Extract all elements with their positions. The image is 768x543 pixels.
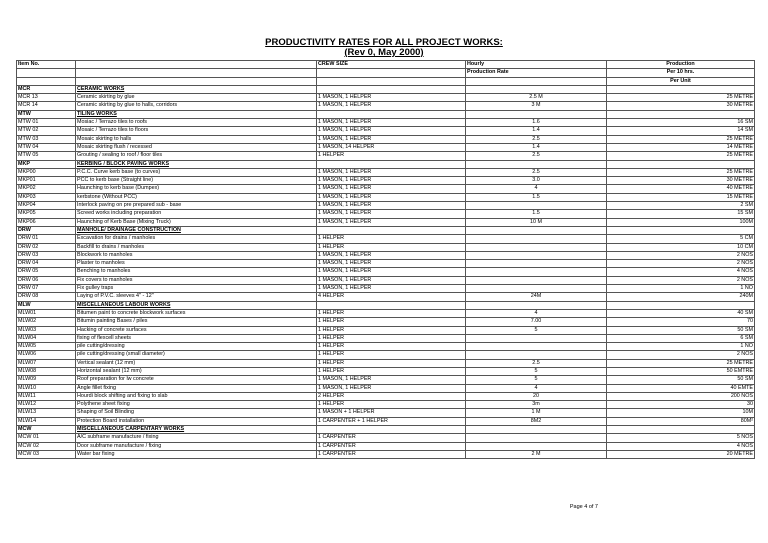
hourly-rate: 10 M — [466, 218, 607, 226]
section-row — [17, 426, 755, 434]
table-row — [17, 417, 755, 425]
crew-size: 1 CARPENTER + 1 HELPER — [317, 417, 466, 425]
item-code: MLW10 — [17, 384, 76, 392]
hourly-rate — [466, 276, 607, 284]
table-row — [17, 143, 755, 151]
table-row — [17, 168, 755, 176]
crew-size — [317, 226, 466, 234]
production-per-unit: 14 METRE — [607, 143, 755, 151]
item-code: DRW 05 — [17, 268, 76, 276]
item-description: Backfill to drains / manholes — [76, 243, 317, 251]
crew-size: 1 MASON, 1 HELPER — [317, 193, 466, 201]
item-description: Protection Board installation — [76, 417, 317, 425]
hourly-rate: 5 — [466, 326, 607, 334]
production-per-unit: 5 CM — [607, 235, 755, 243]
hourly-rate: 5 — [466, 367, 607, 375]
item-description: Vertical sealant (12 mm) — [76, 359, 317, 367]
crew-size — [317, 85, 466, 93]
production-per-unit: 15 METRE — [607, 193, 755, 201]
item-description: Mosiac / Terrazo tiles to roofs — [76, 119, 317, 127]
crew-size: 1 HELPER — [317, 243, 466, 251]
production-per-unit — [607, 110, 755, 118]
production-per-unit: 50 SM — [607, 326, 755, 334]
item-description: Shaping of Soil Blinding — [76, 409, 317, 417]
hourly-rate — [466, 202, 607, 210]
hourly-rate: 1.4 — [466, 143, 607, 151]
item-code: MKP04 — [17, 202, 76, 210]
production-per-unit — [607, 301, 755, 309]
production-per-unit: 30 METRE — [607, 102, 755, 110]
item-code: MLW11 — [17, 392, 76, 400]
table-row — [17, 285, 755, 293]
item-code: MCW 03 — [17, 450, 76, 458]
item-description: Mosaic skirting to halls — [76, 135, 317, 143]
hourly-rate: 24M — [466, 293, 607, 301]
hourly-rate: 3 M — [466, 102, 607, 110]
header-production-rate: Production Rate — [466, 69, 607, 77]
item-code: MTW — [17, 110, 76, 118]
hourly-rate: 1 M — [466, 409, 607, 417]
item-description: Water bar fixing — [76, 450, 317, 458]
table-row — [17, 309, 755, 317]
crew-size: 1 MASON, 1 HELPER — [317, 185, 466, 193]
hourly-rate — [466, 251, 607, 259]
header-item-no: Item No. — [17, 61, 76, 69]
production-per-unit: 16 SM — [607, 119, 755, 127]
hourly-rate: 4 — [466, 185, 607, 193]
item-description: fixing of flexcell sheets — [76, 334, 317, 342]
production-per-unit: 2 NOS — [607, 251, 755, 259]
hourly-rate: 5 — [466, 376, 607, 384]
crew-size: 1 HELPER — [317, 318, 466, 326]
item-description: Door subframe manufacture / fixing — [76, 442, 317, 450]
item-description: Grouting / sealing to roof / floor tiles — [76, 152, 317, 160]
hourly-rate — [466, 301, 607, 309]
hourly-rate: 8M2 — [466, 417, 607, 425]
hourly-rate: 20 — [466, 392, 607, 400]
table-row — [17, 235, 755, 243]
crew-size: 1 HELPER — [317, 235, 466, 243]
item-code: MKP03 — [17, 193, 76, 201]
item-code: MLW09 — [17, 376, 76, 384]
item-description: Mosaic / Terrazo tiles to floors — [76, 127, 317, 135]
hourly-rate: 1.5 — [466, 210, 607, 218]
production-per-unit: 2 NOS — [607, 351, 755, 359]
table-row — [17, 367, 755, 375]
hourly-rate: 1.6 — [466, 119, 607, 127]
production-per-unit: 5 NOS — [607, 434, 755, 442]
item-description: Interlock paving on pre prepared sub - base — [76, 202, 317, 210]
item-description: kerbstone (Without PCC) — [76, 193, 317, 201]
hourly-rate — [466, 110, 607, 118]
hourly-rate — [466, 85, 607, 93]
crew-size: 1 MASON, 1 HELPER — [317, 260, 466, 268]
hourly-rate — [466, 426, 607, 434]
hourly-rate: 2 M — [466, 450, 607, 458]
hourly-rate: 2.5 — [466, 135, 607, 143]
item-code: MKP01 — [17, 177, 76, 185]
item-description: MANHOLE/ DRAINAGE CONSTRUCTION — [76, 226, 317, 234]
hourly-rate — [466, 268, 607, 276]
item-code: MTW 01 — [17, 119, 76, 127]
crew-size: 1 MASON, 1 HELPER — [317, 251, 466, 259]
table-row — [17, 251, 755, 259]
hourly-rate — [466, 442, 607, 450]
item-code: MKP02 — [17, 185, 76, 193]
item-code: MLW02 — [17, 318, 76, 326]
item-code: DRW 08 — [17, 293, 76, 301]
production-per-unit — [607, 426, 755, 434]
item-code: MLW13 — [17, 409, 76, 417]
table-row — [17, 202, 755, 210]
item-code: MLW03 — [17, 326, 76, 334]
item-description: Benching to manholes — [76, 268, 317, 276]
item-code: MKP00 — [17, 168, 76, 176]
section-row — [17, 160, 755, 168]
crew-size — [317, 160, 466, 168]
item-code: MCW 01 — [17, 434, 76, 442]
table-row — [17, 177, 755, 185]
production-per-unit: 4 NOS — [607, 268, 755, 276]
item-code: MTW 02 — [17, 127, 76, 135]
item-description: Ceramic skirting by glue — [76, 94, 317, 102]
production-per-unit — [607, 160, 755, 168]
table-header-row-2 — [17, 69, 755, 77]
crew-size: 1 MASON, 1 HELPER — [317, 102, 466, 110]
item-code: MLW05 — [17, 343, 76, 351]
crew-size: 1 MASON, 1 HELPER — [317, 135, 466, 143]
table-row — [17, 384, 755, 392]
table-row — [17, 450, 755, 458]
table-row — [17, 359, 755, 367]
page-number: Page 4 of 7 — [569, 504, 598, 510]
hourly-rate — [466, 260, 607, 268]
table-row — [17, 401, 755, 409]
item-description: Horizontal sealant (12 mm) — [76, 367, 317, 375]
crew-size: 1 HELPER — [317, 343, 466, 351]
item-code: DRW 03 — [17, 251, 76, 259]
hourly-rate — [466, 343, 607, 351]
item-code: MKP — [17, 160, 76, 168]
hourly-rate: 7.00 — [466, 318, 607, 326]
item-description: PCC to kerb base (Straight line) — [76, 177, 317, 185]
production-per-unit: 25 METRE — [607, 152, 755, 160]
production-per-unit: 2 NOS — [607, 260, 755, 268]
table-row — [17, 94, 755, 102]
item-description: Screed works including preparation — [76, 210, 317, 218]
hourly-rate: 1.4 — [466, 127, 607, 135]
table-row — [17, 119, 755, 127]
item-code: DRW 04 — [17, 260, 76, 268]
item-code: MCR — [17, 85, 76, 93]
item-code: MLW — [17, 301, 76, 309]
hourly-rate — [466, 334, 607, 342]
crew-size: 1 MASON, 1 HELPER — [317, 376, 466, 384]
crew-size — [317, 301, 466, 309]
production-per-unit: 2 NOS — [607, 276, 755, 284]
table-row — [17, 326, 755, 334]
item-code: MTW 03 — [17, 135, 76, 143]
section-row — [17, 85, 755, 93]
production-per-unit: 25 METRE — [607, 168, 755, 176]
item-description: TILING WORKS — [76, 110, 317, 118]
crew-size: 1 MASON, 1 HELPER — [317, 384, 466, 392]
item-code: MCR 13 — [17, 94, 76, 102]
production-per-unit: 1 NO — [607, 285, 755, 293]
crew-size: 1 MASON, 1 HELPER — [317, 202, 466, 210]
item-description: Plaster to manholes — [76, 260, 317, 268]
table-row — [17, 293, 755, 301]
item-description: Roof preparation for lw concrete — [76, 376, 317, 384]
header-hourly: Hourly — [466, 61, 607, 69]
crew-size: 2 HELPER — [317, 392, 466, 400]
crew-size: 1 HELPER — [317, 367, 466, 375]
crew-size: 1 MASON, 1 HELPER — [317, 218, 466, 226]
crew-size: 1 MASON, 14 HELPER — [317, 143, 466, 151]
crew-size: 1 MASON, 1 HELPER — [317, 168, 466, 176]
item-code: MLW12 — [17, 401, 76, 409]
crew-size: 1 HELPER — [317, 309, 466, 317]
table-header-row-1 — [17, 61, 755, 69]
item-code: MTW 05 — [17, 152, 76, 160]
table-row — [17, 392, 755, 400]
production-per-unit: 10 CM — [607, 243, 755, 251]
item-description: Excavation for drains / manholes — [76, 235, 317, 243]
item-description: pile cutting/dressing — [76, 343, 317, 351]
hourly-rate — [466, 226, 607, 234]
crew-size: 1 MASON, 1 HELPER — [317, 276, 466, 284]
production-per-unit — [607, 85, 755, 93]
table-row — [17, 193, 755, 201]
crew-size: 1 MASON, 1 HELPER — [317, 94, 466, 102]
production-per-unit: 25 METRE — [607, 135, 755, 143]
table-row — [17, 127, 755, 135]
production-per-unit: 200 NOS — [607, 392, 755, 400]
table-row — [17, 276, 755, 284]
production-per-unit: 80M² — [607, 417, 755, 425]
production-per-unit: 50 SM — [607, 376, 755, 384]
crew-size — [317, 110, 466, 118]
item-description: Polythene sheet fixing — [76, 401, 317, 409]
item-description: Blockwork to manholes — [76, 251, 317, 259]
table-row — [17, 260, 755, 268]
item-description: KERBING / BLOCK PAVING WORKS — [76, 160, 317, 168]
table-row — [17, 334, 755, 342]
item-code: MCR 14 — [17, 102, 76, 110]
table-row — [17, 268, 755, 276]
item-code: DRW 07 — [17, 285, 76, 293]
item-description: A/C subframe manufacture / fixing — [76, 434, 317, 442]
item-description: Hourdi block shifting and fixing to slab — [76, 392, 317, 400]
crew-size: 1 HELPER — [317, 334, 466, 342]
header-production: Production — [607, 61, 755, 69]
item-code: MLW01 — [17, 309, 76, 317]
table-row — [17, 409, 755, 417]
item-code: DRW 06 — [17, 276, 76, 284]
crew-size: 1 MASON, 1 HELPER — [317, 119, 466, 127]
table-row — [17, 343, 755, 351]
crew-size: 1 MASON, 1 HELPER — [317, 177, 466, 185]
crew-size: 1 CARPENTER — [317, 442, 466, 450]
item-code: MLW07 — [17, 359, 76, 367]
crew-size: 1 HELPER — [317, 351, 466, 359]
item-description: CERAMIC WORKS — [76, 85, 317, 93]
table-row — [17, 442, 755, 450]
item-description: P.C.C. Curve kerb base (to curves) — [76, 168, 317, 176]
item-description: Mosaic skirting flush / recessed — [76, 143, 317, 151]
table-row — [17, 135, 755, 143]
crew-size: 1 CARPENTER — [317, 434, 466, 442]
production-per-unit: 30 — [607, 401, 755, 409]
hourly-rate — [466, 285, 607, 293]
production-per-unit: 100M — [607, 218, 755, 226]
item-description: MISCELLANEOUS LABOUR WORKS — [76, 301, 317, 309]
header-crew-size: CREW SIZE — [317, 61, 466, 69]
item-code: MLW08 — [17, 367, 76, 375]
crew-size: 1 MASON + 1 HELPER — [317, 409, 466, 417]
section-row — [17, 301, 755, 309]
item-description: Haunching to kerb base (Dumpex) — [76, 185, 317, 193]
crew-size: 1 MASON, 1 HELPER — [317, 127, 466, 135]
table-row — [17, 376, 755, 384]
hourly-rate: 2.5 — [466, 359, 607, 367]
hourly-rate: 2.5 — [466, 168, 607, 176]
table-row — [17, 243, 755, 251]
table-row — [17, 152, 755, 160]
crew-size: 1 HELPER — [317, 359, 466, 367]
item-description: Ceramic skirting by glue to halls, corridors — [76, 102, 317, 110]
item-code: DRW — [17, 226, 76, 234]
item-code: MCW — [17, 426, 76, 434]
production-per-unit: 40 SM — [607, 309, 755, 317]
header-per-10-hrs: Per 10 hrs. — [607, 69, 755, 77]
hourly-rate: 1.5 — [466, 193, 607, 201]
production-per-unit: 10M — [607, 409, 755, 417]
item-code: MLW14 — [17, 417, 76, 425]
table-row — [17, 218, 755, 226]
item-code: MKP06 — [17, 218, 76, 226]
hourly-rate — [466, 351, 607, 359]
item-description: Fix covers to manholes — [76, 276, 317, 284]
production-per-unit — [607, 226, 755, 234]
table-row — [17, 351, 755, 359]
item-code: DRW 01 — [17, 235, 76, 243]
item-description: MISCELLANEOUS CARPENTARY WORKS — [76, 426, 317, 434]
item-description: Hacking of concrete surfaces — [76, 326, 317, 334]
production-per-unit: 15 SM — [607, 210, 755, 218]
section-row — [17, 110, 755, 118]
table-row — [17, 434, 755, 442]
production-per-unit: 40 METRE — [607, 185, 755, 193]
hourly-rate: 2.5 M — [466, 94, 607, 102]
hourly-rate: 4 — [466, 309, 607, 317]
item-description: Angle fillet fixing — [76, 384, 317, 392]
crew-size — [317, 426, 466, 434]
table-header-row-3 — [17, 77, 755, 85]
item-description: pile cutting/dressing (small diameter) — [76, 351, 317, 359]
production-per-unit: 40 EMTE — [607, 384, 755, 392]
crew-size: 1 HELPER — [317, 326, 466, 334]
item-code: MKP05 — [17, 210, 76, 218]
crew-size: 1 MASON, 1 HELPER — [317, 210, 466, 218]
crew-size: 1 MASON, 1 HELPER — [317, 268, 466, 276]
hourly-rate — [466, 434, 607, 442]
hourly-rate — [466, 160, 607, 168]
hourly-rate — [466, 243, 607, 251]
crew-size: 1 HELPER — [317, 401, 466, 409]
hourly-rate — [466, 235, 607, 243]
item-description: Fix gulley traps — [76, 285, 317, 293]
item-code: MLW04 — [17, 334, 76, 342]
item-code: MLW06 — [17, 351, 76, 359]
crew-size: 1 HELPER — [317, 152, 466, 160]
section-row — [17, 226, 755, 234]
header-per-unit: Per Unit — [607, 77, 755, 85]
item-description: Haunching of Kerb Base (Mixing Truck) — [76, 218, 317, 226]
production-per-unit: 2 SM — [607, 202, 755, 210]
production-per-unit: 14 SM — [607, 127, 755, 135]
table-row — [17, 318, 755, 326]
production-per-unit: 50 EMTRE — [607, 367, 755, 375]
page-title: PRODUCTIVITY RATES FOR ALL PROJECT WORKS: — [265, 37, 503, 48]
page-subtitle: (Rev 0, May 2000) — [344, 47, 424, 58]
production-per-unit: 20 METRE — [607, 450, 755, 458]
table-row — [17, 210, 755, 218]
hourly-rate: 3m — [466, 401, 607, 409]
production-per-unit: 4 NOS — [607, 442, 755, 450]
hourly-rate: 3.0 — [466, 177, 607, 185]
production-per-unit: 25 METRE — [607, 359, 755, 367]
production-per-unit: 240M — [607, 293, 755, 301]
item-description: Bitumin painting Bases / piles — [76, 318, 317, 326]
productivity-table — [16, 60, 755, 459]
crew-size: 1 MASON, 1 HELPER — [317, 285, 466, 293]
production-per-unit: 25 METRE — [607, 94, 755, 102]
hourly-rate: 4 — [466, 384, 607, 392]
item-code: DRW 02 — [17, 243, 76, 251]
crew-size: 4 HELPER — [317, 293, 466, 301]
hourly-rate: 2.5 — [466, 152, 607, 160]
production-per-unit: 6 SM — [607, 334, 755, 342]
production-per-unit: 30 METRE — [607, 177, 755, 185]
item-description: Laying of P.V.C. sleeves 4" - 12" — [76, 293, 317, 301]
table-row — [17, 185, 755, 193]
production-per-unit: 1 NO — [607, 343, 755, 351]
item-code: MTW 04 — [17, 143, 76, 151]
table-row — [17, 102, 755, 110]
production-per-unit: 70 — [607, 318, 755, 326]
item-description: Bitumen paint to concrete blockwork surfaces — [76, 309, 317, 317]
item-code: MCW 02 — [17, 442, 76, 450]
crew-size: 1 CARPENTER — [317, 450, 466, 458]
